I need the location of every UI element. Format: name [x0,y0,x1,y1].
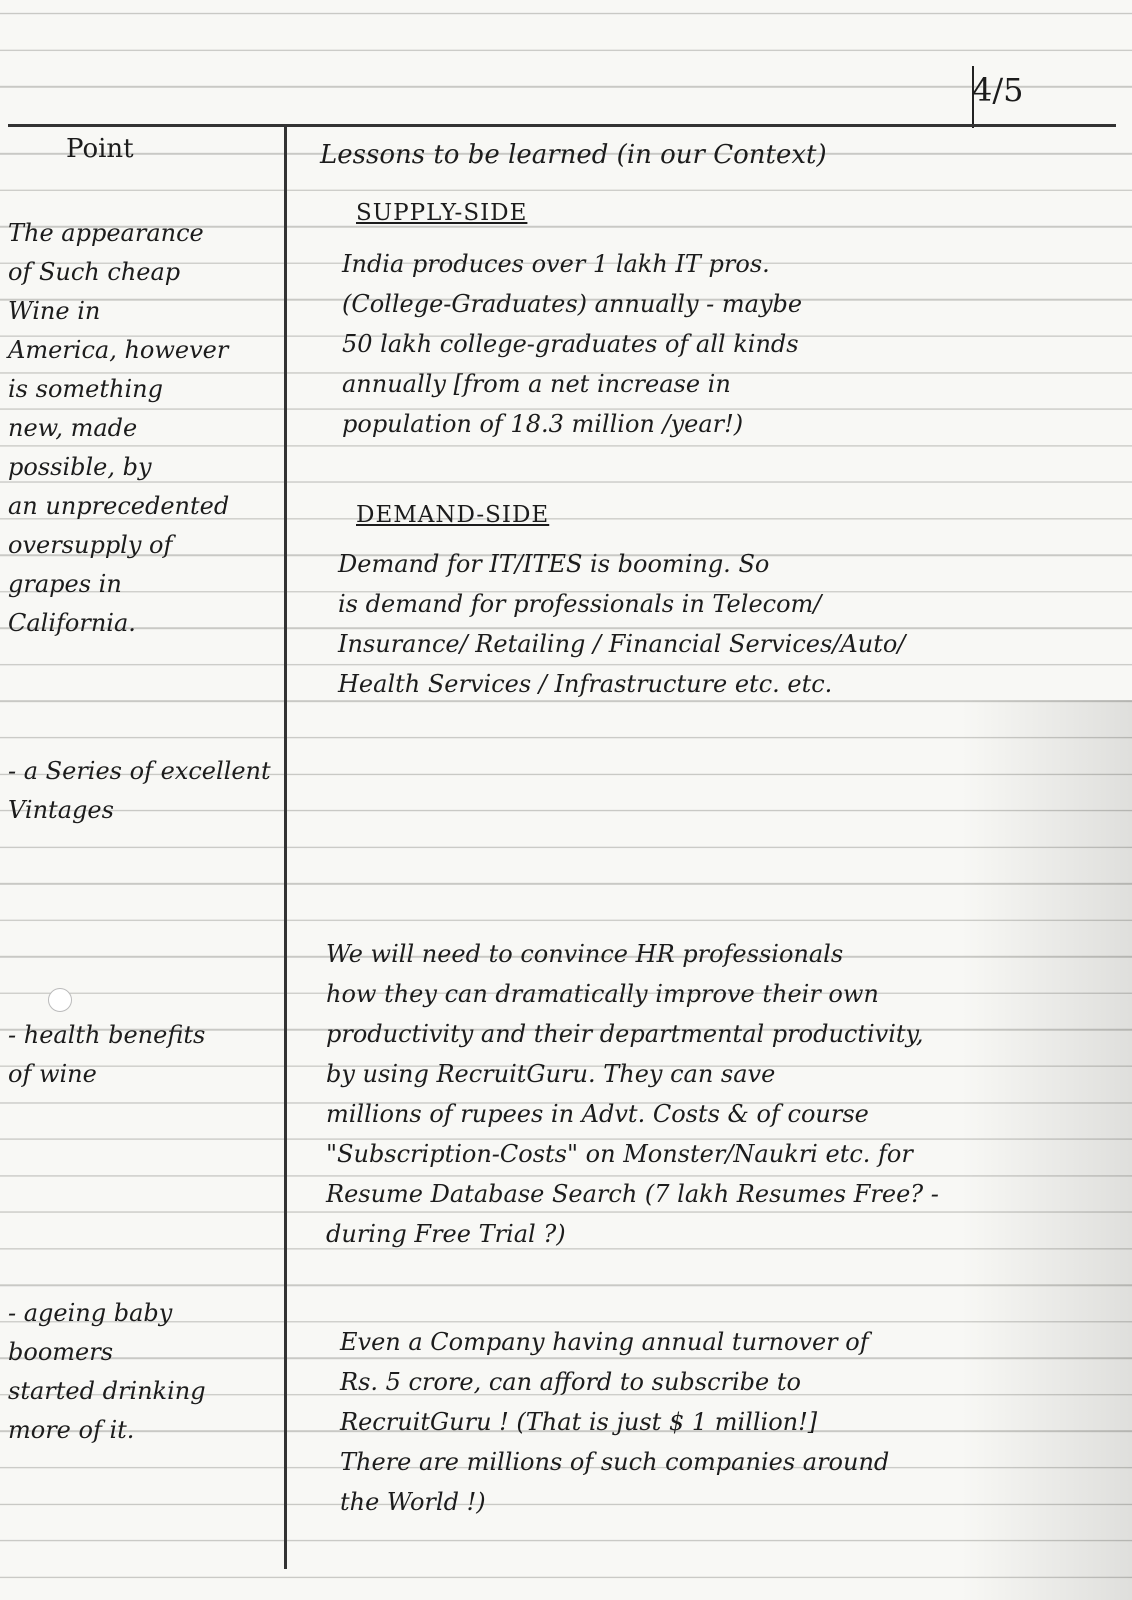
demand-heading: DEMAND-SIDE [356,502,550,528]
column-divider [284,124,287,1569]
punch-hole [48,988,72,1012]
header-lessons: Lessons to be learned (in our Context) [320,140,827,170]
point-health-benefits: - health benefits of wine [8,1021,206,1088]
supply-heading: SUPPLY-SIDE [356,200,528,226]
demand-text: Demand for IT/ITES is booming. So is demand for professionals in Telecom/ Insurance/ Retailing / Financial Services/Auto/ Health Services / Infrastructure etc. etc. [338,550,906,698]
page-number: 4/5 [972,71,1024,109]
point-baby-boomers: - ageing baby boomers started drinking more of it. [8,1299,206,1444]
point-wine-appearance: The appearance of Such cheap Wine in America, however is something new, made possible, by an unprecedented oversupply of grapes in California. [8,219,230,637]
header-rule [8,124,1116,127]
company-lesson-text: Even a Company having annual turnover of Rs. 5 crore, can afford to subscribe to RecruitGuru ! (That is just $ 1 million!] There are millions of such companies around the World !) [340,1328,890,1516]
hr-lesson-text: We will need to convince HR professionals how they can dramatically improve their own productivity and their departmental productivity, by using RecruitGuru. They can save millions of rupees in Advt. Costs & of course "Subscription-Costs" on Monster/Naukri etc. for Resume Database Search (7 lakh Resumes Free? - during Free Trial ?) [326,940,939,1248]
header-point: Point [66,134,134,164]
point-excellent-vintages: - a Series of excellent Vintages [8,757,271,824]
supply-text: India produces over 1 lakh IT pros. (College-Graduates) annually - maybe 50 lakh college-graduates of all kinds annually [from a net increase in population of 18.3 million /year!) [342,250,803,438]
